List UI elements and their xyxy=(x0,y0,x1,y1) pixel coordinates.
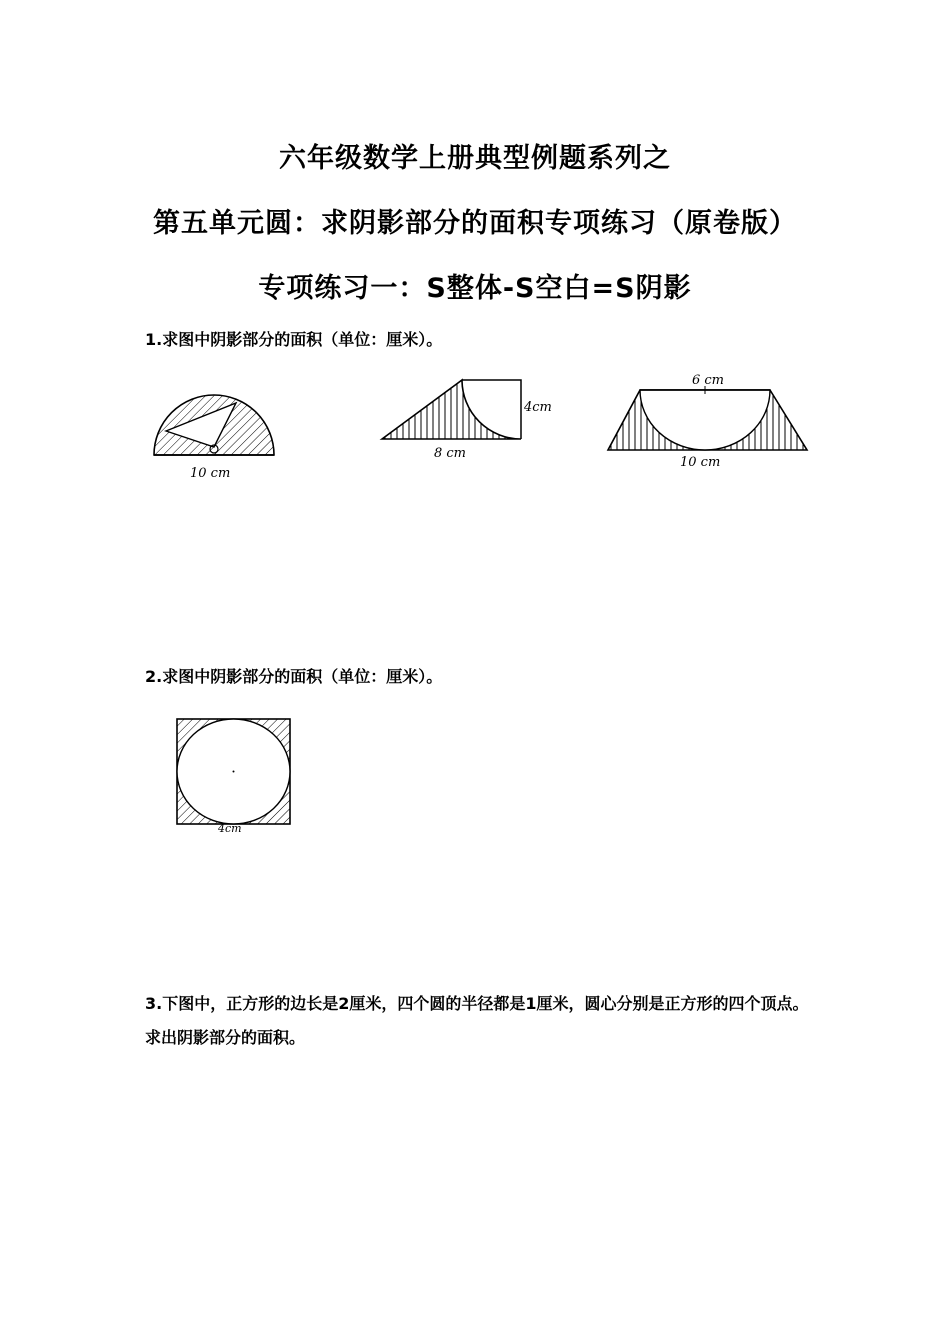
figure-triangle-quarter-circle xyxy=(378,375,568,465)
semicircle-label: 10 cm xyxy=(190,466,231,481)
question-2-text: 2.求图中阴影部分的面积（单位：厘米）。 xyxy=(145,667,443,686)
question-1-text: 1.求图中阴影部分的面积（单位：厘米）。 xyxy=(145,330,443,349)
title-line-1: 六年级数学上册典型例题系列之 xyxy=(279,143,671,174)
figure-square-circle xyxy=(172,714,302,839)
square-label: 4cm xyxy=(218,822,242,835)
trapezoid-top-label: 6 cm xyxy=(692,373,725,388)
figure-trapezoid-semicircle xyxy=(604,368,824,468)
title-line-2: 第五单元圆：求阴影部分的面积专项练习（原卷版） xyxy=(153,208,797,239)
question-3-text: 3.下图中，正方形的边长是2厘米，四个圆的半径都是1厘米，圆心分别是正方形的四个顶点。求出阴影部分的面积。 xyxy=(145,994,809,1047)
triangle-base-label: 8 cm xyxy=(434,446,467,461)
title-line-3: 专项练习一：S整体-S空白=S阴影 xyxy=(258,273,692,304)
trapezoid-bottom-label: 10 cm xyxy=(680,455,721,470)
figure-semicircle xyxy=(148,385,288,485)
triangle-side-label: 4cm xyxy=(524,400,552,415)
